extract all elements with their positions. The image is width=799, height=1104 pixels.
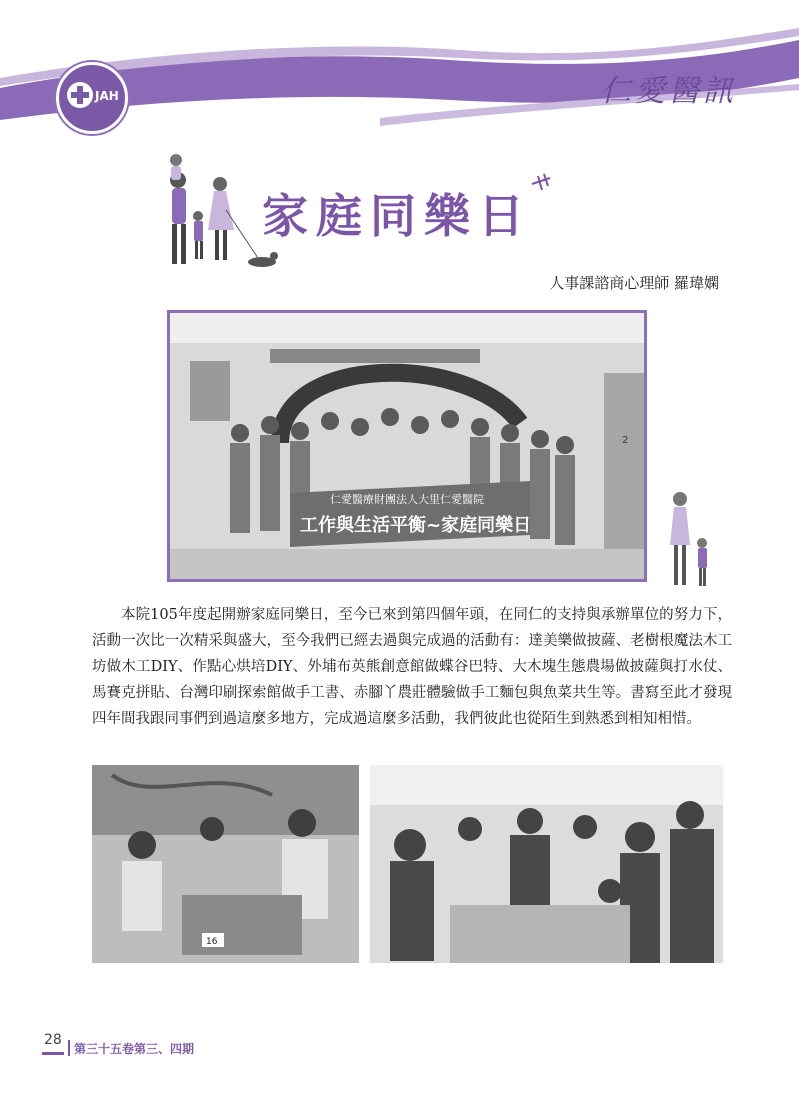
cross-icon <box>67 82 93 108</box>
mother-child-illustration <box>660 485 720 595</box>
banner-line-2: 工作與生活平衡~家庭同樂日 <box>300 515 532 536</box>
jah-logo <box>56 62 128 134</box>
table-number-tag: 16 <box>206 937 218 947</box>
family-walking-illustration <box>140 150 280 280</box>
activity-photo-outdoor <box>92 765 359 963</box>
banner-line-1: 仁愛醫療財團法人大里仁愛醫院 <box>330 493 484 506</box>
article-title: 家庭同樂日 <box>262 189 532 243</box>
page-number-underline <box>42 1052 64 1055</box>
group-photo <box>167 310 647 582</box>
publication-brand: 仁愛醫訊 <box>601 74 737 109</box>
logo-text: JAH <box>95 89 119 103</box>
group-photo-scene <box>170 313 644 579</box>
sparkle-icon <box>528 172 556 196</box>
article-body: 本院105年度起開辦家庭同樂日，至今已來到第四個年頭，在同仁的支持與承辦單位的努力下，活動一次比一次精采與盛大，至今我們已經去過與完成過的活動有：達美樂做披薩、老樹根魔法木工坊做木工DIY、作點心烘培DIY、外埔布英熊創意館做蝶谷巴特、大木塊生態農場做披薩與打水仗、馬賽克拼貼、台灣印刷探索館做手工書、赤腳丫農莊體驗做手工麵包與魚菜共生等。書寫至此才發現四年間我跟同事們到過這麼多地方，完成過這麼多活動，我們彼此也從陌生到熟悉到相知相惜。 <box>92 607 732 727</box>
activity-photo-indoor <box>370 765 723 963</box>
outdoor-photo-scene <box>92 765 359 963</box>
page-number: 28 <box>44 1032 62 1048</box>
door-number: 2 <box>622 435 629 446</box>
article-author: 人事課諮商心理師 羅瑋嫻 <box>549 274 719 292</box>
indoor-photo-scene <box>370 765 723 963</box>
issue-label: 第三十五卷第三、四期 <box>74 1042 195 1056</box>
footer-divider <box>68 1040 70 1056</box>
